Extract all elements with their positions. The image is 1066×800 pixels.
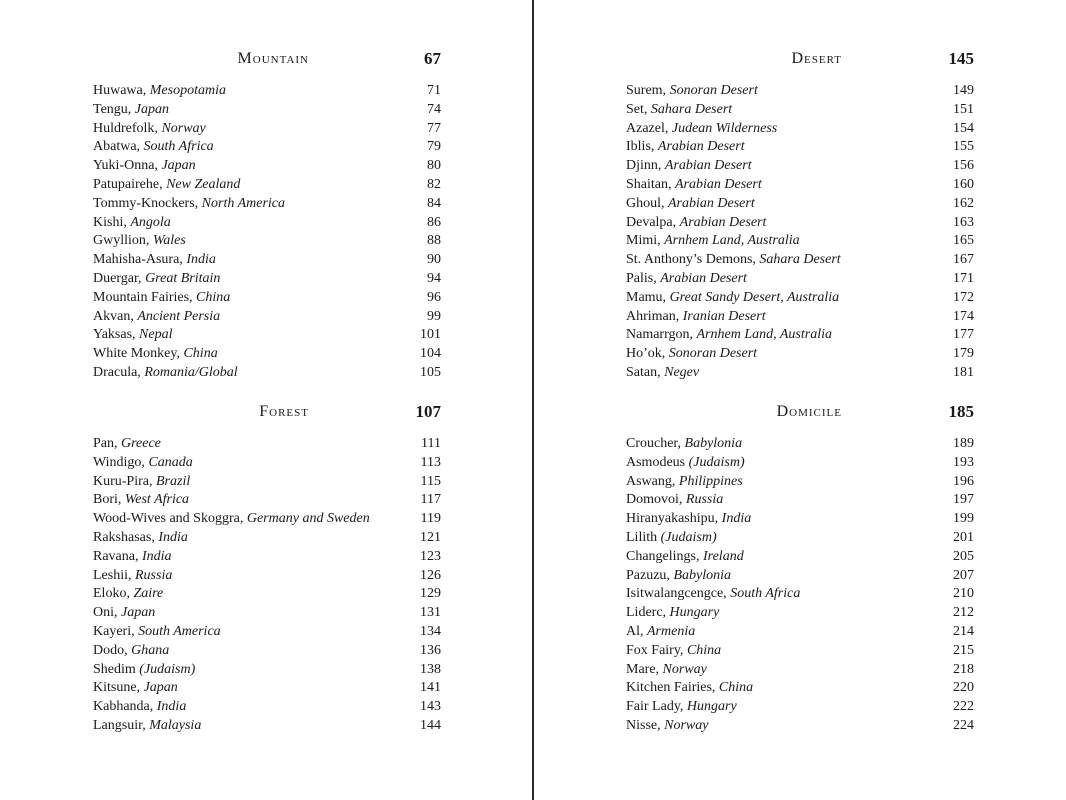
toc-entry [626, 120, 974, 139]
entry-page-number: 104 [420, 346, 441, 362]
entry-place: Romania/Global [144, 364, 238, 380]
entry-name: Rakshasas, [93, 529, 159, 545]
entry-page-number: 207 [953, 567, 974, 583]
toc-entry [93, 454, 441, 473]
toc-entry [626, 101, 974, 120]
entry-place: Greece [121, 436, 161, 451]
entry-page-number: 136 [420, 642, 441, 658]
entry-page-number: 193 [953, 454, 974, 470]
entry-page-number: 86 [427, 214, 441, 230]
entry-place: China [718, 680, 754, 696]
toc-entry [93, 251, 441, 270]
entry-page-number: 113 [420, 454, 441, 470]
entry-place: Russia [685, 492, 724, 508]
toc-entry [93, 176, 441, 195]
entry-place: Norway [161, 120, 206, 136]
entry-place: Arnhem Land, Australia [696, 327, 832, 343]
section-page-number: 145 [948, 49, 974, 68]
toc-entry [93, 195, 441, 214]
entry-list [93, 435, 441, 736]
toc-entry [626, 289, 974, 308]
entry-page-number: 74 [427, 101, 441, 117]
entry-name: Yuki-Onna, [93, 158, 162, 174]
toc-entry [93, 232, 441, 251]
section-title: Mountain [237, 50, 309, 67]
entry-page-number: 121 [420, 529, 441, 545]
toc-entry [626, 232, 974, 251]
entry-name: Leshii, [93, 567, 135, 583]
entry-name: Huldrefolk, [93, 120, 162, 136]
entry-page-number: 119 [420, 511, 441, 527]
entry-name: Oni, [93, 605, 121, 621]
entry-place: Hungary [686, 699, 737, 715]
entry-page-number: 218 [953, 661, 974, 677]
entry-place: Arnhem Land, Australia [664, 233, 800, 249]
entry-name: St. Anthony’s Demons, [626, 252, 760, 268]
entry-page-number: 79 [427, 139, 441, 155]
section-header [93, 46, 441, 72]
entry-name: Gwyllion, [93, 233, 153, 249]
entry-place: Norway [662, 661, 707, 677]
entry-name: Croucher, [626, 436, 685, 451]
entry-page-number: 199 [953, 511, 974, 527]
toc-entry [626, 567, 974, 586]
toc-entry [93, 473, 441, 492]
entry-name: Hiranyakashipu, [626, 511, 722, 527]
entry-page-number: 156 [953, 158, 974, 174]
entry-page-number: 174 [953, 308, 974, 324]
toc-entry [93, 270, 441, 289]
entry-place: Sahara Desert [650, 101, 733, 117]
entry-name: Mahisha-Asura, [93, 252, 187, 268]
entry-page-number: 163 [953, 214, 974, 230]
entry-name: Wood-Wives and Skoggra, [93, 511, 247, 527]
toc-entry [626, 679, 974, 698]
entry-name: Changelings, [626, 548, 703, 564]
entry-page-number: 205 [953, 548, 974, 564]
entry-place: Judean Wilderness [671, 120, 778, 136]
entry-page-number: 77 [427, 120, 441, 136]
toc-entry [93, 491, 441, 510]
entry-name: Fox Fairy, [626, 642, 687, 658]
entry-name: Mare, [626, 661, 663, 677]
toc-entry [93, 529, 441, 548]
entry-name: Abatwa, [93, 139, 144, 155]
entry-place: Arabian Desert [657, 139, 745, 155]
entry-place: Mesopotamia [149, 83, 226, 98]
entry-name: Palis, [626, 270, 661, 286]
entry-page-number: 189 [953, 436, 974, 451]
entry-page-number: 88 [427, 233, 441, 249]
entry-place: Arabian Desert [668, 195, 755, 211]
toc-entry [626, 345, 974, 364]
entry-place: Russia [135, 567, 173, 583]
toc-entry [626, 435, 974, 454]
toc-entry [626, 270, 974, 289]
section-desert [626, 46, 974, 380]
entry-place: (Judaism) [139, 661, 196, 677]
entry-place: Great Sandy Desert, Australia [669, 289, 840, 305]
entry-page-number: 80 [427, 158, 441, 174]
entry-page-number: 201 [953, 529, 974, 545]
entry-place: India [186, 252, 216, 268]
toc-entry [626, 529, 974, 548]
entry-place: China [196, 289, 231, 305]
entry-page-number: 167 [953, 252, 974, 268]
entry-page-number: 224 [953, 717, 974, 733]
toc-entry [93, 604, 441, 623]
toc-entry [626, 491, 974, 510]
entry-page-number: 149 [953, 83, 974, 98]
toc-entry [93, 82, 441, 101]
entry-page-number: 84 [427, 195, 441, 211]
entry-page-number: 212 [953, 605, 974, 621]
section-title: Desert [791, 50, 842, 67]
entry-place: Armenia [647, 623, 696, 639]
entry-list [626, 435, 974, 736]
entry-page-number: 94 [427, 270, 441, 286]
entry-place: Ghana [131, 642, 170, 658]
entry-page-number: 155 [953, 139, 974, 155]
entry-place: Iranian Desert [682, 308, 766, 324]
entry-place: Japan [143, 680, 178, 696]
entry-name: Kuru-Pira, [93, 473, 156, 489]
toc-entry [626, 473, 974, 492]
entry-name: Mimi, [626, 233, 665, 249]
entry-name: Kabhanda, [93, 699, 157, 715]
entry-page-number: 115 [420, 473, 441, 489]
toc-entry [626, 604, 974, 623]
entry-place: (Judaism) [688, 454, 745, 470]
entry-place: Sonoran Desert [669, 83, 758, 98]
section-header [626, 46, 974, 72]
section-page-number: 107 [415, 402, 441, 421]
toc-entry [93, 623, 441, 642]
entry-page-number: 196 [953, 473, 974, 489]
entry-page-number: 162 [953, 195, 974, 211]
entry-page-number: 154 [953, 120, 974, 136]
entry-page-number: 214 [953, 623, 974, 639]
book-spine [532, 0, 534, 800]
entry-name: Domovoi, [626, 492, 686, 508]
entry-list [626, 82, 974, 383]
entry-page-number: 144 [420, 717, 441, 733]
entry-page-number: 123 [420, 548, 441, 564]
entry-page-number: 71 [427, 83, 441, 98]
entry-name: Akvan, [93, 308, 138, 324]
entry-page-number: 129 [420, 586, 441, 602]
toc-entry [626, 176, 974, 195]
entry-place: Japan [134, 101, 170, 117]
entry-page-number: 105 [420, 364, 441, 380]
entry-name: Isitwalangcengce, [626, 586, 731, 602]
entry-place: New Zealand [166, 176, 241, 192]
toc-entry [626, 364, 974, 383]
entry-page-number: 143 [420, 699, 441, 715]
toc-entry [626, 326, 974, 345]
entry-page-number: 151 [953, 101, 974, 117]
entry-page-number: 215 [953, 642, 974, 658]
entry-page-number: 90 [427, 252, 441, 268]
entry-place: Great Britain [145, 270, 221, 286]
entry-place: Ireland [703, 548, 744, 564]
entry-place: Norway [664, 717, 709, 733]
entry-page-number: 126 [420, 567, 441, 583]
toc-entry [626, 585, 974, 604]
entry-page-number: 117 [420, 492, 441, 508]
entry-name: Fair Lady, [626, 699, 687, 715]
entry-place: Arabian Desert [679, 214, 767, 230]
entry-page-number: 134 [420, 623, 441, 639]
entry-name: Pan, [93, 436, 121, 451]
entry-place: India [141, 548, 172, 564]
toc-entry [93, 717, 441, 736]
toc-entry [93, 435, 441, 454]
entry-name: Kayeri, [93, 623, 139, 639]
entry-name: Langsuir, [93, 717, 150, 733]
toc-entry [93, 214, 441, 233]
entry-name: Ghoul, [626, 195, 668, 211]
toc-entry [626, 642, 974, 661]
entry-page-number: 99 [427, 308, 441, 324]
entry-name: Namarrgon, [626, 327, 697, 343]
entry-name: Pazuzu, [626, 567, 674, 583]
entry-name: Yaksas, [93, 327, 140, 343]
entry-place: Germany and Sweden [246, 511, 370, 527]
entry-name: Satan, [626, 364, 665, 380]
entry-place: West Africa [124, 492, 190, 508]
entry-page-number: 197 [953, 492, 974, 508]
toc-entry [93, 138, 441, 157]
entry-name: Bori, [93, 492, 125, 508]
entry-place: Nepal [139, 327, 173, 343]
entry-page-number: 82 [427, 176, 441, 192]
entry-name: Al, [626, 623, 647, 639]
toc-entry [626, 623, 974, 642]
entry-name: Liderc, [626, 605, 670, 621]
entry-place: South Africa [143, 139, 214, 155]
entry-name: Surem, [626, 83, 670, 98]
entry-name: Windigo, [93, 454, 149, 470]
entry-place: China [183, 346, 218, 362]
toc-entry [626, 195, 974, 214]
toc-entry [626, 214, 974, 233]
entry-page-number: 222 [953, 699, 974, 715]
toc-entry [626, 138, 974, 157]
entry-place: Hungary [669, 605, 720, 621]
entry-name: Asmodeus [626, 454, 689, 470]
toc-entry [93, 510, 441, 529]
entry-place: Canada [148, 454, 193, 470]
entry-place: Japan [161, 158, 196, 174]
entry-place: South Africa [730, 586, 801, 602]
entry-name: Set, [626, 101, 651, 117]
section-title: Domicile [776, 403, 842, 420]
toc-entry [93, 585, 441, 604]
entry-place: India [721, 511, 752, 527]
section-page-number: 185 [948, 402, 974, 421]
entry-place: Zaire [133, 586, 164, 602]
entry-name: Azazel, [626, 120, 672, 136]
entry-place: India [158, 529, 188, 545]
entry-page-number: 165 [953, 233, 974, 249]
toc-entry [626, 308, 974, 327]
entry-place: Angola [130, 214, 171, 230]
entry-place: Negev [664, 364, 700, 380]
toc-entry [93, 364, 441, 383]
entry-list [93, 82, 441, 383]
entry-page-number: 177 [953, 327, 974, 343]
entry-place: China [686, 642, 722, 658]
entry-page-number: 101 [420, 327, 441, 343]
entry-name: Mamu, [626, 289, 670, 305]
entry-name: Kitchen Fairies, [626, 680, 719, 696]
toc-entry [93, 120, 441, 139]
entry-name: Eloko, [93, 586, 134, 602]
section-mountain [93, 46, 441, 380]
toc-entry [93, 308, 441, 327]
section-header [626, 399, 974, 425]
entry-name: Ravana, [93, 548, 142, 564]
entry-place: Arabian Desert [664, 158, 752, 174]
entry-place: Malaysia [149, 717, 202, 733]
entry-place: Japan [121, 605, 156, 621]
entry-place: Sahara Desert [759, 252, 841, 268]
entry-page-number: 172 [953, 289, 974, 305]
entry-name: Huwawa, [93, 83, 150, 98]
entry-name: Mountain Fairies, [93, 289, 197, 305]
entry-page-number: 131 [420, 605, 441, 621]
entry-page-number: 160 [953, 176, 974, 192]
entry-page-number: 96 [427, 289, 441, 305]
toc-entry [626, 454, 974, 473]
toc-entry [626, 510, 974, 529]
entry-place: Ancient Persia [137, 308, 221, 324]
entry-name: Ho’ok, [626, 346, 669, 362]
toc-entry [93, 157, 441, 176]
toc-entry [93, 698, 441, 717]
entry-place: Wales [152, 233, 186, 249]
entry-page-number: 171 [953, 270, 974, 286]
toc-entry [626, 548, 974, 567]
entry-page-number: 181 [953, 364, 974, 380]
entry-place: Philippines [678, 473, 743, 489]
entry-place: Arabian Desert [660, 270, 747, 286]
entry-name: Nisse, [626, 717, 665, 733]
entry-place: South America [138, 623, 221, 639]
toc-entry [93, 548, 441, 567]
section-header [93, 399, 441, 425]
entry-name: Kitsune, [93, 680, 144, 696]
toc-entry [626, 251, 974, 270]
entry-place: India [156, 699, 187, 715]
entry-name: Aswang, [626, 473, 679, 489]
toc-entry [626, 717, 974, 736]
entry-name: Djinn, [626, 158, 665, 174]
entry-name: Lilith [626, 529, 661, 545]
toc-entry [93, 326, 441, 345]
entry-name: Patupairehe, [93, 176, 167, 192]
entry-name: Iblis, [626, 139, 658, 155]
toc-entry [93, 567, 441, 586]
toc-entry [626, 157, 974, 176]
entry-page-number: 210 [953, 586, 974, 602]
entry-name: Tommy-Knockers, [93, 195, 202, 211]
section-title: Forest [259, 403, 309, 420]
entry-page-number: 138 [420, 661, 441, 677]
section-domicile [626, 399, 974, 733]
entry-name: Ahriman, [626, 308, 683, 324]
toc-entry [93, 661, 441, 680]
entry-place: Brazil [156, 473, 191, 489]
entry-place: (Judaism) [660, 529, 717, 545]
toc-entry [626, 82, 974, 101]
entry-name: Kishi, [93, 214, 131, 230]
section-page-number: 67 [424, 49, 441, 68]
entry-name: Shaitan, [626, 176, 675, 192]
entry-place: Babylonia [684, 436, 743, 451]
entry-name: White Monkey, [93, 346, 184, 362]
entry-name: Dodo, [93, 642, 132, 658]
section-forest [93, 399, 441, 733]
entry-page-number: 220 [953, 680, 974, 696]
entry-name: Devalpa, [626, 214, 680, 230]
toc-entry [93, 345, 441, 364]
entry-name: Dracula, [93, 364, 145, 380]
toc-entry [93, 101, 441, 120]
toc-entry [626, 661, 974, 680]
entry-place: Babylonia [673, 567, 731, 583]
entry-place: Arabian Desert [675, 176, 762, 192]
toc-entry [93, 289, 441, 308]
entry-page-number: 111 [421, 436, 441, 451]
entry-page-number: 179 [953, 346, 974, 362]
entry-name: Duergar, [93, 270, 146, 286]
entry-place: Sonoran Desert [668, 346, 758, 362]
entry-place: North America [201, 195, 286, 211]
entry-page-number: 141 [420, 680, 441, 696]
toc-entry [93, 642, 441, 661]
entry-name: Shedim [93, 661, 140, 677]
toc-entry [93, 679, 441, 698]
entry-name: Tengu, [93, 101, 135, 117]
toc-entry [626, 698, 974, 717]
